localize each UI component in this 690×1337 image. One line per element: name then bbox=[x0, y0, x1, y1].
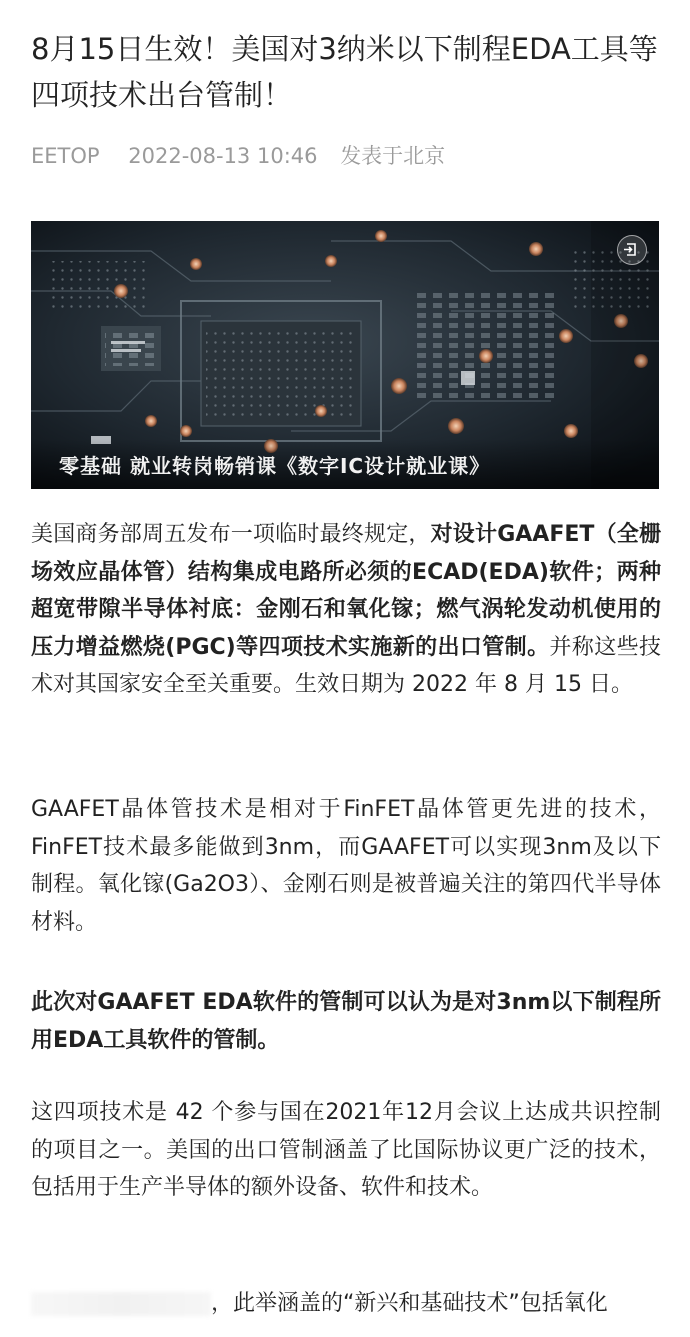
blurred-text bbox=[31, 1292, 211, 1316]
article-location: 发表于北京 bbox=[340, 144, 446, 168]
paragraph-1-bold: 对设计GAAFET（全栅场效应晶体管）结构集成电路所必须的ECAD(EDA)软件；两种超宽带隙半导体衬底：金刚石和氧化镓；燃气涡轮发动机使用的压力增益燃烧(PGC)等四项技术实施新的出口管制。 bbox=[31, 522, 661, 660]
paragraph-5 bbox=[31, 1285, 661, 1323]
paragraph-5-text: ，此举涵盖的“新兴和基础技术”包括氧化 bbox=[211, 1291, 608, 1316]
article-datetime: 2022-08-13 10:46 bbox=[128, 144, 318, 168]
fullscreen-icon bbox=[618, 236, 645, 263]
paragraph-1-lead: 美国商务部周五发布一项临时最终规定， bbox=[31, 522, 431, 547]
article-title: 8月15日生效！美国对3纳米以下制程EDA工具等四项技术出台管制！ bbox=[31, 32, 658, 112]
expand-icon[interactable] bbox=[617, 235, 647, 265]
paragraph-1-tail: 并称这些技术对其国家安全至关重要。生效日期为 2022 年 8 月 15 日。 bbox=[31, 634, 661, 697]
hero-caption: 零基础 就业转岗畅销课《数字IC设计就业课》 bbox=[59, 454, 491, 478]
hero-image[interactable] bbox=[31, 221, 659, 489]
paragraph-3-bold: 此次对GAAFET EDA软件的管制可以认为是对3nm以下制程所用EDA工具软件的管制。 bbox=[31, 990, 661, 1053]
hero-caption-bar bbox=[31, 439, 659, 489]
paragraph-1 bbox=[31, 516, 661, 704]
article-meta bbox=[31, 138, 661, 174]
paragraph-2: GAAFET晶体管技术是相对于FinFET晶体管更先进的技术，FinFET技术最多能做到3nm，而GAAFET可以实现3nm及以下制程。氧化镓(Ga2O3）、金刚石则是被普遍关注的第四代半导体材料。 bbox=[31, 797, 661, 935]
article-source[interactable]: EETOP bbox=[31, 144, 100, 168]
paragraph-4: 这四项技术是 42 个参与国在2021年12月会议上达成共识控制的项目之一。美国的出口管制涵盖了比国际协议更广泛的技术，包括用于生产半导体的额外设备、软件和技术。 bbox=[31, 1100, 661, 1200]
